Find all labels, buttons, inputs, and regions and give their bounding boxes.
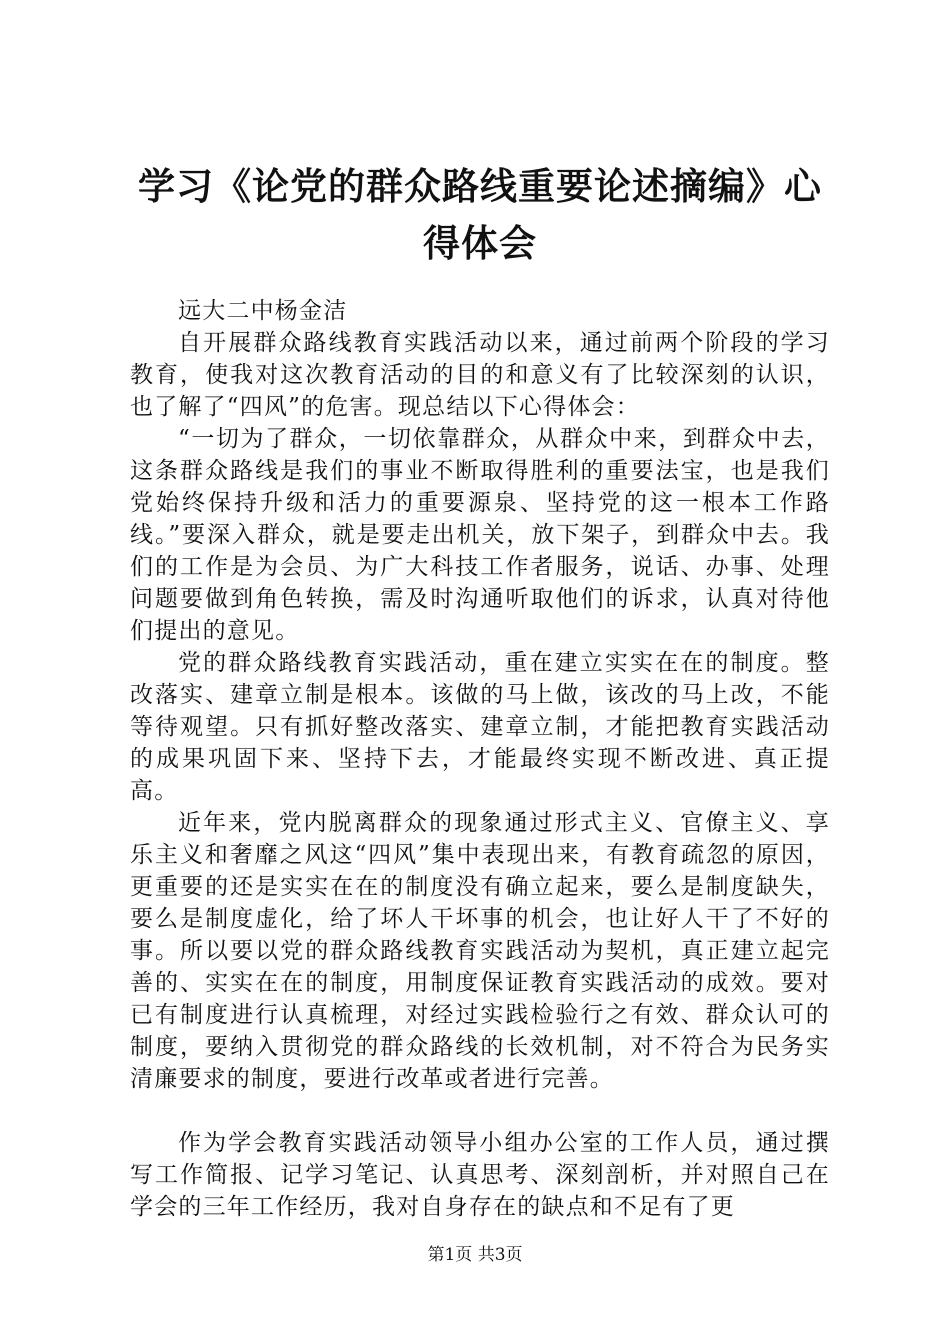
paragraph-1: 自开展群众路线教育实践活动以来，通过前两个阶段的学习教育，使我对这次教育活动的目的和意义有了比较深刻的认识，也了解了“四风”的危害。现总结以下心得体会：: [130, 330, 830, 420]
author-line: 远大二中杨金洁: [178, 298, 348, 324]
paragraph-3: 党的群众路线教育实践活动，重在建立实实在在的制度。整改落实、建章立制是根本。该做的马上做，该改的马上改，不能等待观望。只有抓好整改落实、建章立制，才能把教育实践活动的成果巩固下来、坚持下去，才能最终实现不断改进、真正提高。: [130, 650, 830, 804]
page-footer: 第1页 共3页: [427, 1245, 523, 1265]
paragraph-5: 作为学会教育实践活动领导小组办公室的工作人员，通过撰写工作简报、记学习笔记、认真思考、深刻剖析，并对照自己在学会的三年工作经历，我对自身存在的缺点和不足有了更: [130, 1130, 830, 1220]
document-title: 学习《论党的群众路线重要论述摘编》心得体会: [138, 164, 822, 265]
paragraph-4: 近年来，党内脱离群众的现象通过形式主义、官僚主义、享乐主义和奢靡之风这“四风”集中表现出来，有教育疏忽的原因，更重要的还是实实在在的制度没有确立起来，要么是制度缺失，要么是制度虚化，给了坏人干坏事的机会，也让好人干了不好的事。所以要以党的群众路线教育实践活动为契机，真正建立起完善的、实实在在的制度，用制度保证教育实践活动的成效。要对已有制度进行认真梳理，对经过实践检验行之有效、群众认可的制度，要纳入贯彻党的群众路线的长效机制，对不符合为民务实清廉要求的制度，要进行改革或者进行完善。: [130, 810, 830, 1092]
paragraph-2: “一切为了群众，一切依靠群众，从群众中来，到群众中去，这条群众路线是我们的事业不断取得胜利的重要法宝，也是我们党始终保持升级和活力的重要源泉、坚持党的这一根本工作路线。”要深入群众，就是要走出机关，放下架子，到群众中去。我们的工作是为会员、为广大科技工作者服务，说话、办事、处理问题要做到角色转换，需及时沟通听取他们的诉求，认真对待他们提出的意见。: [130, 426, 830, 644]
document-body: [130, 295, 830, 1223]
